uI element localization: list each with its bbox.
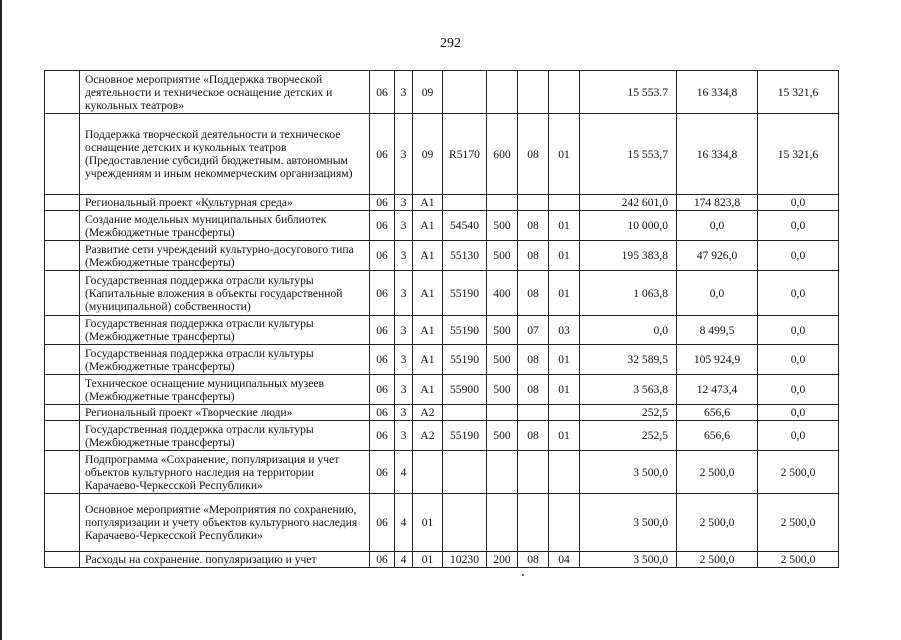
code-ministry-cell: 06 [370, 345, 395, 375]
code-program-cell: 3 [395, 211, 413, 241]
code-ministry-cell: 06 [370, 71, 395, 114]
code-expense-type-cell: 500 [487, 345, 518, 375]
code-ministry-cell: 06 [370, 316, 395, 345]
row-name-cell: Создание модельных муниципальных библиотек (Межбюджетные трансферты) [80, 211, 370, 241]
code-subsection-cell: 01 [549, 421, 580, 451]
code-target-cell [443, 494, 487, 552]
code-subsection-cell [549, 405, 580, 421]
amount-year2-cell: 8 499,5 [677, 316, 758, 345]
table-row [45, 114, 839, 195]
amount-year3-cell: 2 500,0 [758, 552, 839, 568]
table-row [45, 405, 839, 421]
page-number: 292 [440, 36, 461, 51]
code-ministry-cell: 06 [370, 114, 395, 195]
code-program-cell: 3 [395, 421, 413, 451]
code-program-cell: 3 [395, 271, 413, 316]
code-subprogram-cell: А1 [413, 375, 443, 405]
row-margin-cell [45, 451, 80, 494]
code-ministry-cell: 06 [370, 451, 395, 494]
code-program-cell: 4 [395, 494, 413, 552]
code-subprogram-cell: А1 [413, 345, 443, 375]
amount-year3-cell: 0,0 [758, 241, 839, 271]
table-row [45, 494, 839, 552]
code-section-cell: 08 [518, 271, 549, 316]
code-section-cell: 08 [518, 211, 549, 241]
amount-year2-cell: 16 334,8 [677, 114, 758, 195]
code-program-cell: 3 [395, 114, 413, 195]
amount-year2-cell: 47 926,0 [677, 241, 758, 271]
code-program-cell: 3 [395, 71, 413, 114]
amount-year2-cell: 174 823,8 [677, 195, 758, 211]
code-expense-type-cell [487, 494, 518, 552]
code-subprogram-cell: А1 [413, 271, 443, 316]
row-name-cell: Государственная поддержка отрасли культуры (Межбюджетные трансферты) [80, 316, 370, 345]
code-expense-type-cell: 400 [487, 271, 518, 316]
table-row [45, 241, 839, 271]
code-target-cell [443, 71, 487, 114]
table-row [45, 552, 839, 568]
code-subprogram-cell: 01 [413, 552, 443, 568]
table-row [45, 71, 839, 114]
code-target-cell: 55190 [443, 271, 487, 316]
code-subsection-cell [549, 71, 580, 114]
code-target-cell [443, 451, 487, 494]
row-name-cell: Государственная поддержка отрасли культуры (Межбюджетные трансферты) [80, 345, 370, 375]
table-row [45, 271, 839, 316]
amount-year3-cell: 0,0 [758, 375, 839, 405]
code-target-cell [443, 195, 487, 211]
amount-year1-cell: 3 500,0 [580, 494, 677, 552]
table-row [45, 345, 839, 375]
code-subprogram-cell [413, 451, 443, 494]
amount-year1-cell: 252,5 [580, 421, 677, 451]
row-name-cell: Основное мероприятие «Поддержка творческой деятельности и техническое оснащение детских и кукольных театров» [80, 71, 370, 114]
code-expense-type-cell [487, 451, 518, 494]
code-target-cell: 55190 [443, 345, 487, 375]
amount-year1-cell: 252,5 [580, 405, 677, 421]
code-expense-type-cell: 500 [487, 375, 518, 405]
amount-year3-cell: 0,0 [758, 271, 839, 316]
code-subsection-cell: 01 [549, 375, 580, 405]
row-margin-cell [45, 316, 80, 345]
amount-year1-cell: 3 500,0 [580, 451, 677, 494]
row-margin-cell [45, 71, 80, 114]
amount-year2-cell: 0,0 [677, 211, 758, 241]
code-subprogram-cell: 01 [413, 494, 443, 552]
code-subsection-cell: 01 [549, 241, 580, 271]
code-expense-type-cell: 200 [487, 552, 518, 568]
table-row [45, 316, 839, 345]
amount-year3-cell: 0,0 [758, 405, 839, 421]
code-target-cell: 10230 [443, 552, 487, 568]
amount-year3-cell: 0,0 [758, 195, 839, 211]
code-section-cell [518, 451, 549, 494]
row-margin-cell [45, 405, 80, 421]
code-ministry-cell: 06 [370, 195, 395, 211]
code-ministry-cell: 06 [370, 552, 395, 568]
row-margin-cell [45, 421, 80, 451]
row-margin-cell [45, 114, 80, 195]
budget-table [44, 70, 839, 568]
amount-year3-cell: 2 500,0 [758, 451, 839, 494]
amount-year1-cell: 0,0 [580, 316, 677, 345]
code-program-cell: 3 [395, 241, 413, 271]
table-row [45, 421, 839, 451]
amount-year1-cell: 10 000,0 [580, 211, 677, 241]
row-name-cell: Региональный проект «Творческие люди» [80, 405, 370, 421]
code-expense-type-cell: 500 [487, 241, 518, 271]
row-margin-cell [45, 552, 80, 568]
amount-year3-cell: 0,0 [758, 211, 839, 241]
code-section-cell: 08 [518, 552, 549, 568]
amount-year2-cell: 0,0 [677, 271, 758, 316]
code-program-cell: 3 [395, 195, 413, 211]
row-margin-cell [45, 241, 80, 271]
code-subprogram-cell: А1 [413, 316, 443, 345]
code-subsection-cell: 01 [549, 271, 580, 316]
amount-year2-cell: 656,6 [677, 421, 758, 451]
code-ministry-cell: 06 [370, 421, 395, 451]
amount-year2-cell: 2 500,0 [677, 451, 758, 494]
amount-year2-cell: 2 500,0 [677, 494, 758, 552]
code-target-cell: 55190 [443, 421, 487, 451]
amount-year1-cell: 32 589,5 [580, 345, 677, 375]
row-name-cell: Государственная поддержка отрасли культуры (Капитальные вложения в объекты государственной (муниципальной) собственности) [80, 271, 370, 316]
code-section-cell: 08 [518, 241, 549, 271]
code-program-cell: 4 [395, 552, 413, 568]
code-expense-type-cell [487, 195, 518, 211]
code-section-cell [518, 405, 549, 421]
code-subprogram-cell: А1 [413, 195, 443, 211]
code-target-cell: 55190 [443, 316, 487, 345]
row-name-cell: Государственная поддержка отрасли культуры (Межбюджетные трансферты) [80, 421, 370, 451]
code-subsection-cell: 04 [549, 552, 580, 568]
code-expense-type-cell [487, 71, 518, 114]
row-name-cell: Основное мероприятие «Мероприятия по сохранению, популяризации и учету объектов культурного наследия Карачаево-Черкесской Республики» [80, 494, 370, 552]
code-subsection-cell [549, 494, 580, 552]
code-subsection-cell [549, 451, 580, 494]
row-margin-cell [45, 211, 80, 241]
row-name-cell: Подпрограмма «Сохранение, популяризация и учет объектов культурного наследия на территории Карачаево-Черкесской Республики» [80, 451, 370, 494]
amount-year3-cell: 15 321,6 [758, 114, 839, 195]
code-program-cell: 3 [395, 345, 413, 375]
code-section-cell [518, 71, 549, 114]
amount-year2-cell: 656,6 [677, 405, 758, 421]
code-target-cell: 55900 [443, 375, 487, 405]
code-target-cell: 54540 [443, 211, 487, 241]
amount-year3-cell: 0,0 [758, 345, 839, 375]
code-section-cell [518, 494, 549, 552]
code-subprogram-cell: А1 [413, 211, 443, 241]
code-subsection-cell: 03 [549, 316, 580, 345]
row-name-cell: Поддержка творческой деятельности и техническое оснащение детских и кукольных театров (Предоставление субсидий бюджетным. автономным учреждениям и иным некоммерческим организациям) [80, 114, 370, 195]
amount-year1-cell: 195 383,8 [580, 241, 677, 271]
amount-year3-cell: 0,0 [758, 421, 839, 451]
amount-year3-cell: 15 321,6 [758, 71, 839, 114]
row-margin-cell [45, 345, 80, 375]
code-section-cell: 08 [518, 421, 549, 451]
code-ministry-cell: 06 [370, 375, 395, 405]
amount-year2-cell: 2 500,0 [677, 552, 758, 568]
code-ministry-cell: 06 [370, 271, 395, 316]
amount-year3-cell: 2 500,0 [758, 494, 839, 552]
code-expense-type-cell: 500 [487, 421, 518, 451]
code-subprogram-cell: 09 [413, 71, 443, 114]
table-row [45, 375, 839, 405]
code-expense-type-cell: 500 [487, 211, 518, 241]
code-subsection-cell: 01 [549, 211, 580, 241]
table-row [45, 211, 839, 241]
code-subsection-cell: 01 [549, 114, 580, 195]
code-ministry-cell: 06 [370, 494, 395, 552]
table-row [45, 195, 839, 211]
row-margin-cell [45, 375, 80, 405]
code-expense-type-cell: 600 [487, 114, 518, 195]
stray-dot [522, 574, 524, 576]
row-name-cell: Расходы на сохранение. популяризацию и учет [80, 552, 370, 568]
amount-year1-cell: 3 563,8 [580, 375, 677, 405]
code-program-cell: 3 [395, 405, 413, 421]
amount-year2-cell: 12 473,4 [677, 375, 758, 405]
code-target-cell: R5170 [443, 114, 487, 195]
code-target-cell: 55130 [443, 241, 487, 271]
code-section-cell: 08 [518, 345, 549, 375]
code-subprogram-cell: 09 [413, 114, 443, 195]
code-section-cell: 08 [518, 114, 549, 195]
amount-year3-cell: 0,0 [758, 316, 839, 345]
code-program-cell: 3 [395, 316, 413, 345]
row-margin-cell [45, 271, 80, 316]
row-margin-cell [45, 494, 80, 552]
code-ministry-cell: 06 [370, 405, 395, 421]
amount-year1-cell: 15 553,7 [580, 114, 677, 195]
amount-year1-cell: 1 063,8 [580, 271, 677, 316]
amount-year1-cell: 3 500,0 [580, 552, 677, 568]
code-section-cell [518, 195, 549, 211]
table-row [45, 451, 839, 494]
code-section-cell: 07 [518, 316, 549, 345]
code-expense-type-cell [487, 405, 518, 421]
code-expense-type-cell: 500 [487, 316, 518, 345]
amount-year2-cell: 16 334,8 [677, 71, 758, 114]
code-subprogram-cell: А1 [413, 241, 443, 271]
code-ministry-cell: 06 [370, 211, 395, 241]
amount-year2-cell: 105 924,9 [677, 345, 758, 375]
row-name-cell: Развитие сети учреждений культурно-досугового типа (Межбюджетные трансферты) [80, 241, 370, 271]
code-subsection-cell: 01 [549, 345, 580, 375]
page-left-edge [0, 0, 2, 640]
amount-year1-cell: 15 553.7 [580, 71, 677, 114]
code-subsection-cell [549, 195, 580, 211]
code-program-cell: 4 [395, 451, 413, 494]
row-name-cell: Техническое оснащение муниципальных музеев (Межбюджетные трансферты) [80, 375, 370, 405]
code-program-cell: 3 [395, 375, 413, 405]
row-name-cell: Региональный проект «Культурная среда» [80, 195, 370, 211]
amount-year1-cell: 242 601,0 [580, 195, 677, 211]
code-section-cell: 08 [518, 375, 549, 405]
code-ministry-cell: 06 [370, 241, 395, 271]
row-margin-cell [45, 195, 80, 211]
code-target-cell [443, 405, 487, 421]
code-subprogram-cell: А2 [413, 405, 443, 421]
code-subprogram-cell: А2 [413, 421, 443, 451]
